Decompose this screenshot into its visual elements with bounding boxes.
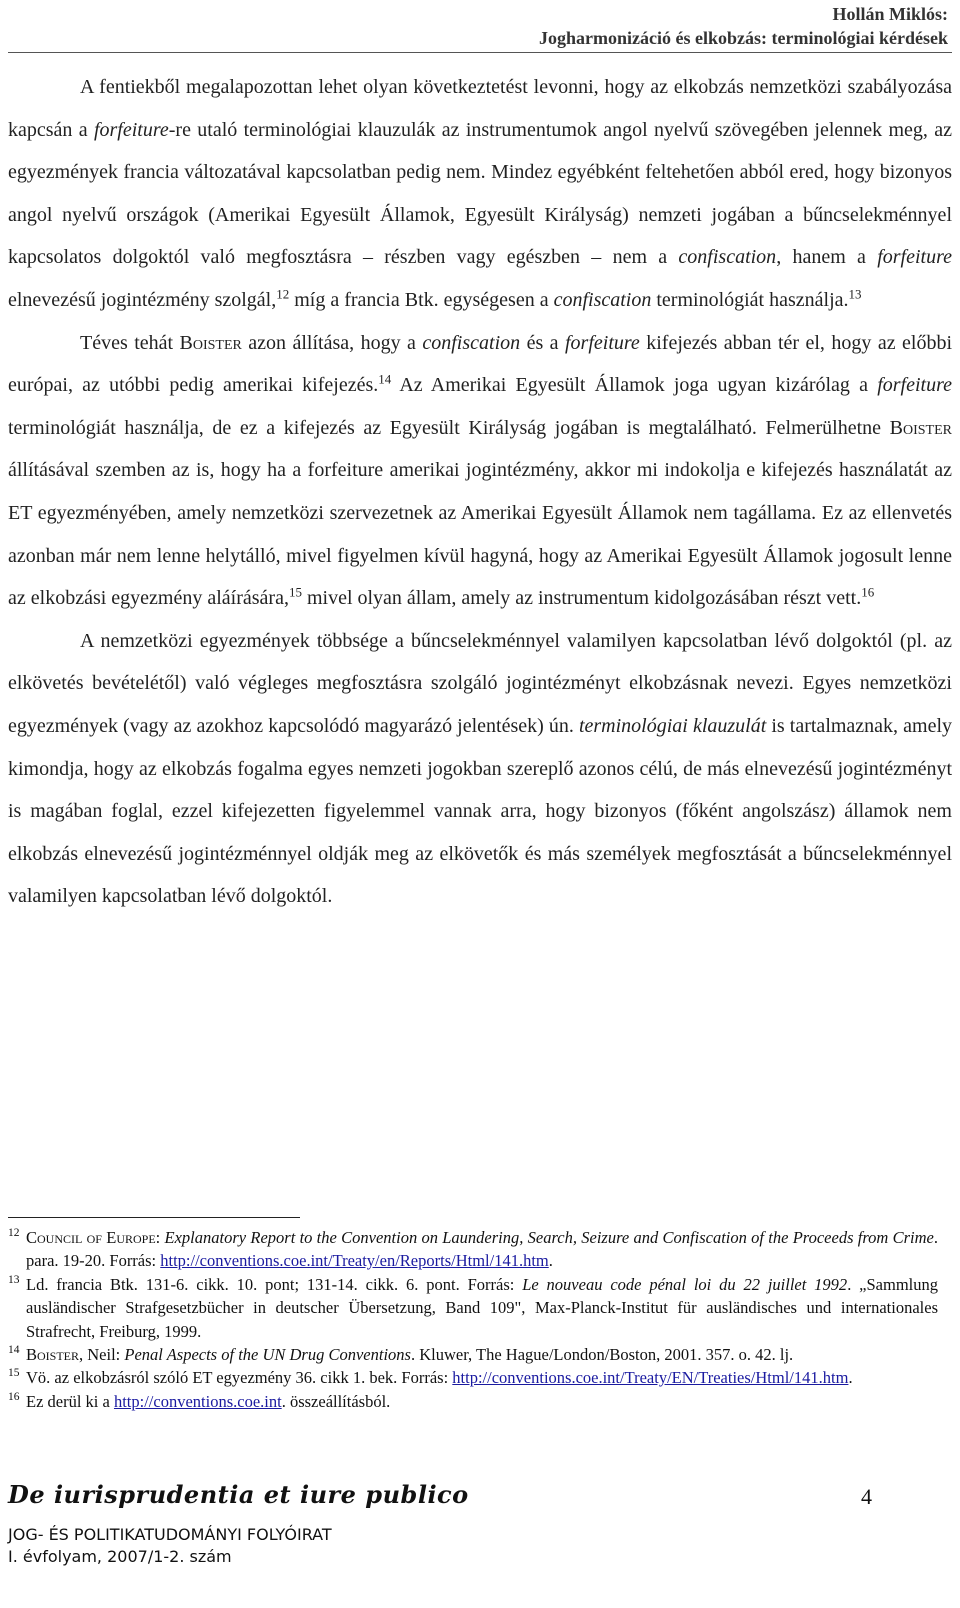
author-name: Boister: [889, 416, 952, 439]
journal-issue: I. évfolyam, 2007/1-2. szám: [8, 1547, 232, 1566]
footnote-number: 14: [8, 1344, 20, 1357]
italic-title: Penal Aspects of the UN Drug Conventions: [124, 1345, 411, 1365]
footnote-separator: [8, 1217, 300, 1218]
footnote-16: [8, 1390, 938, 1413]
source-link[interactable]: http://conventions.coe.int: [113, 1391, 282, 1411]
text-run: kifejezés abban tér el, hogy az előbbi európai, az utóbbi pedig amerikai kifejezés.: [8, 331, 953, 397]
text-run: terminológiát használja, de ez a kifejezés az Egyesült Királyság jogában is megtalálható. Felmerülhetne: [8, 416, 890, 439]
paragraph-1: [8, 66, 952, 322]
paragraph-2: [8, 322, 952, 620]
text-run: és a: [520, 331, 565, 354]
journal-logo: De iurisprudentia et iure publico: [8, 1480, 469, 1509]
italic-term: confiscation: [678, 246, 777, 269]
body-text: [8, 66, 952, 918]
footnote-14: [8, 1343, 938, 1366]
author-name: Council of Europe: [26, 1228, 156, 1247]
text-run: Téves tehát: [80, 331, 180, 354]
italic-term: terminológiai klauzulát: [578, 714, 767, 737]
author-name: Boister: [26, 1345, 80, 1365]
text-run: terminológiát használja.: [651, 288, 849, 311]
text-run: Ld. francia Btk. 131-6. cikk. 10. pont; 131-14. cikk. 6. pont. Forrás:: [26, 1274, 523, 1294]
text-run: Az Amerikai Egyesült Államok joga ugyan kizárólag a: [391, 374, 878, 397]
header-rule: [8, 52, 952, 53]
text-run: míg a francia Btk. egységesen a: [289, 288, 554, 311]
footnote-number: 16: [8, 1390, 20, 1403]
text-run: Ez derül ki a: [26, 1391, 114, 1411]
text-run: . Kluwer, The Hague/London/Boston, 2001. 357. o. 42. lj.: [410, 1345, 794, 1365]
footnote-ref[interactable]: 15: [288, 584, 302, 600]
text-run: , hanem a: [776, 246, 878, 269]
text-run: . „Sammlung ausländischer Strafgesetzbücher in deutscher Übersetzung, Band 109", Max-Planck-Institut für ausländisches und internationales Strafrecht, Freiburg, 1999.: [26, 1274, 938, 1341]
footnote-15: [8, 1366, 938, 1389]
italic-term: forfeiture: [877, 374, 953, 397]
paragraph-3: [8, 620, 952, 918]
italic-title: Le nouveau code pénal loi du 22 juillet 1992: [522, 1274, 848, 1294]
footnote-number: 12: [8, 1227, 20, 1239]
footnote-ref[interactable]: 14: [378, 371, 392, 387]
source-link[interactable]: http://conventions.coe.int/Treaty/en/Reports/Html/141.htm: [160, 1251, 549, 1271]
source-link[interactable]: http://conventions.coe.int/Treaty/EN/Treaties/Html/141.htm: [452, 1368, 849, 1388]
italic-term: forfeiture: [877, 246, 952, 269]
footnote-12: [8, 1226, 938, 1273]
footnote-ref[interactable]: 13: [848, 286, 862, 302]
author-name: Boister: [179, 331, 242, 354]
footnote-number: 13: [8, 1273, 20, 1286]
text-run: -re utaló terminológiai klauzulák az instrumentumok angol nyelvű szövegében jelennek meg, az egyezmények francia változatával kapcsolatban pedig nem. Mindez egyébként feltehetően abból ered, hogy bizonyos angol nyelvű országok (Amerikai Egyesült Államok, Egyesült Királyság) nemzeti jogában a bűncselekménnyel kapcsolatos dolgoktól való megfosztásra – részben vagy egészben – nem a: [8, 118, 952, 269]
journal-info: [8, 1524, 332, 1568]
text-run: A nemzetközi egyezmények többsége a bűncselekménnyel valamilyen kapcsolatban lévő dolgoktól (pl. az elkövetés bevételétől) való végleges megfosztásra szolgáló jogintézményt elkobzásnak nevezi. Egyes nemzetközi egyezmények (vagy az azokhoz kapcsolódó magyarázó jelentések) ún.: [8, 629, 952, 737]
text-run: is tartalmaznak, amely kimondja, hogy az elkobzás fogalma egyes nemzeti jogokban szereplő azonos célú, de más elnevezésű jogintézményt is magában foglal, ezzel kifejezetten figyelemmel vannak arra, hogy bizonyos (főként angolszász) államok nem elkobzás elnevezésű jogintézménnyel oldják meg az elkövetők és más személyek megfosztását a bűncselekménnyel valamilyen kapcsolatban lévő dolgoktól.: [8, 714, 953, 908]
text-run: A fentiekből megalapozottan lehet olyan következtetést levonni, hogy az elkobzás nemzetközi szabályozása kapcsán a: [8, 76, 952, 141]
italic-term: forfeiture: [93, 118, 169, 141]
italic-term: forfeiture: [565, 331, 640, 354]
italic-term: confiscation: [553, 288, 652, 311]
footnote-13: [8, 1273, 938, 1343]
text-run: állításával szemben az is, hogy ha a forfeiture amerikai jogintézmény, akkor mi indokolja e kifejezés használatát az ET egyezményében, amely nemzetközi szervezetnek az Amerikai Egyesült Államok nem tagállama. Ez az ellenvetés azonban már nem lenne helytálló, mivel figyelmen kívül hagyná, hogy az Amerikai Egyesült Államok jogosult lenne az elkobzási egyezmény aláírására,: [8, 459, 952, 610]
header-author: Hollán Miklós:: [832, 4, 948, 24]
italic-title: Explanatory Report to the Convention on Laundering, Search, Seizure and Confiscation of the Proceeds from Crime: [164, 1228, 934, 1247]
text-run: azon állítása, hogy a: [241, 331, 423, 354]
text-run: :: [155, 1228, 165, 1247]
header-title: Jogharmonizáció és elkobzás: terminológiai kérdések: [539, 28, 948, 48]
footnote-ref[interactable]: 16: [861, 584, 875, 600]
text-run: .: [548, 1251, 553, 1271]
text-run: elnevezésű jogintézmény szolgál,: [8, 288, 277, 311]
footnotes: [8, 1226, 938, 1413]
running-header: [539, 2, 948, 50]
page-number: 4: [861, 1484, 872, 1509]
text-run: mivel olyan állam, amely az instrumentum kidolgozásában részt vett.: [301, 587, 862, 610]
text-run: . para. 19-20. Forrás:: [26, 1228, 938, 1271]
text-run: . összeállításból.: [281, 1391, 391, 1411]
journal-name: JOG- ÉS POLITIKATUDOMÁNYI FOLYÓIRAT: [8, 1525, 332, 1544]
footnote-number: 15: [8, 1367, 20, 1380]
text-run: .: [848, 1368, 853, 1388]
italic-term: confiscation: [422, 331, 521, 354]
text-run: Vö. az elkobzásról szóló ET egyezmény 36. cikk 1. bek. Forrás:: [26, 1368, 453, 1388]
footnote-ref[interactable]: 12: [276, 286, 290, 302]
text-run: , Neil:: [79, 1345, 125, 1365]
